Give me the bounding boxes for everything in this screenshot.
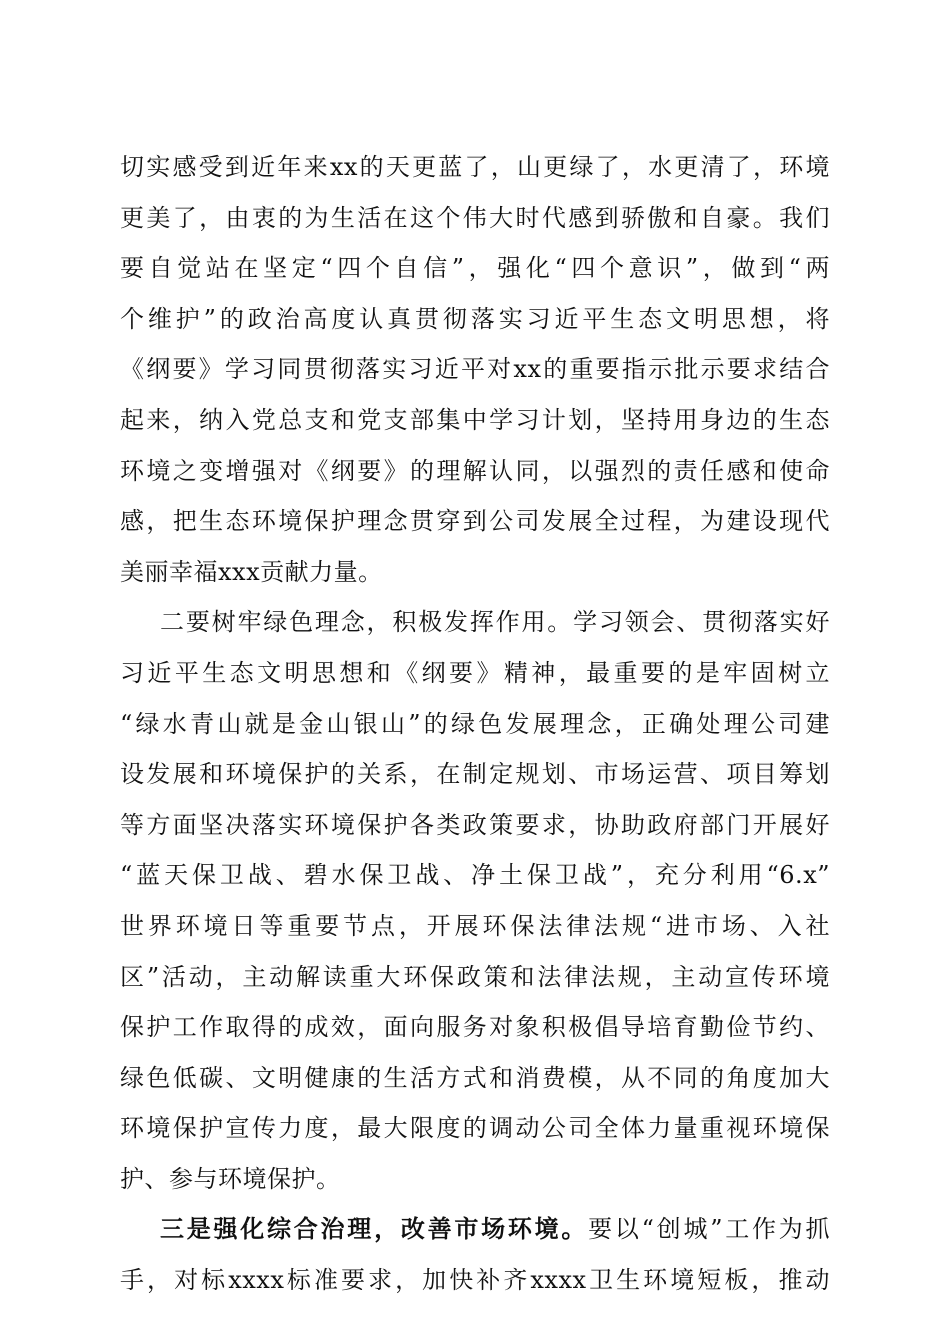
text-line: 等方面坚决落实环境保护各类政策要求，协助政府部门开展好 xyxy=(120,810,830,839)
text-line: “蓝天保卫战、碧水保卫战、净土保卫战”，充分利用“6.x” xyxy=(120,861,830,890)
text-line xyxy=(120,1204,830,1255)
text-line: 切实感受到近年来xx的天更蓝了，山更绿了，水更清了，环境 xyxy=(120,153,830,181)
text-line: 美丽幸福xxx贡献力量。 xyxy=(120,557,383,586)
text-line: 世界环境日等重要节点，开展环保法律法规“进市场、入社 xyxy=(120,911,830,940)
text-line: 更美了，由衷的为生活在这个伟大时代感到骄傲和自豪。我们 xyxy=(120,203,830,232)
text-line: 区”活动，主动解读重大环保政策和法律法规，主动宣传环境 xyxy=(120,962,830,991)
text-line: 起来，纳入党总支和党支部集中学习计划，坚持用身边的生态 xyxy=(120,405,830,434)
paragraph-lead: 三是强化综合治理，改善市场环境。 xyxy=(160,1214,589,1244)
document-page xyxy=(120,142,830,1306)
text-line: 环境保护宣传力度，最大限度的调动公司全体力量重视环境保 xyxy=(120,1114,830,1143)
paragraph-2 xyxy=(120,597,830,1204)
text-line: “绿水青山就是金山银山”的绿色发展理念，正确处理公司建 xyxy=(120,709,830,738)
text-line: 护、参与环境保护。 xyxy=(120,1164,341,1193)
text-line: 习近平生态文明思想和《纲要》精神，最重要的是牢固树立 xyxy=(120,658,830,687)
paragraph-text: 学习领会、贯彻落实好 xyxy=(573,608,831,637)
text-line: 要自觉站在坚定“四个自信”，强化“四个意识”，做到“两 xyxy=(120,254,830,283)
text-line: 手，对标xxxx标准要求，加快补齐xxxx卫生环境短板，推动 xyxy=(120,1266,830,1295)
text-line: 保护工作取得的成效，面向服务对象积极倡导培育勤俭节约、 xyxy=(120,1013,830,1042)
text-line: 个维护”的政治高度认真贯彻落实习近平生态文明思想，将 xyxy=(120,304,830,333)
paragraph-lead: 二要树牢绿色理念，积极发挥作用。 xyxy=(160,608,574,637)
text-line: 绿色低碳、文明健康的生活方式和消费模，从不同的角度加大 xyxy=(120,1063,830,1092)
paragraph-text: 要以“创城”工作为抓 xyxy=(588,1215,831,1244)
text-line: 环境之变增强对《纲要》的理解认同，以强烈的责任感和使命 xyxy=(120,456,830,485)
paragraph-3 xyxy=(120,1204,830,1305)
text-line xyxy=(120,597,830,648)
text-line: 感，把生态环境保护理念贯穿到公司发展全过程，为建设现代 xyxy=(120,507,830,536)
text-line: 设发展和环境保护的关系，在制定规划、市场运营、项目筹划 xyxy=(120,760,830,789)
text-line: 《纲要》学习同贯彻落实习近平对xx的重要指示批示要求结合 xyxy=(120,355,830,384)
paragraph-1 xyxy=(120,142,830,597)
